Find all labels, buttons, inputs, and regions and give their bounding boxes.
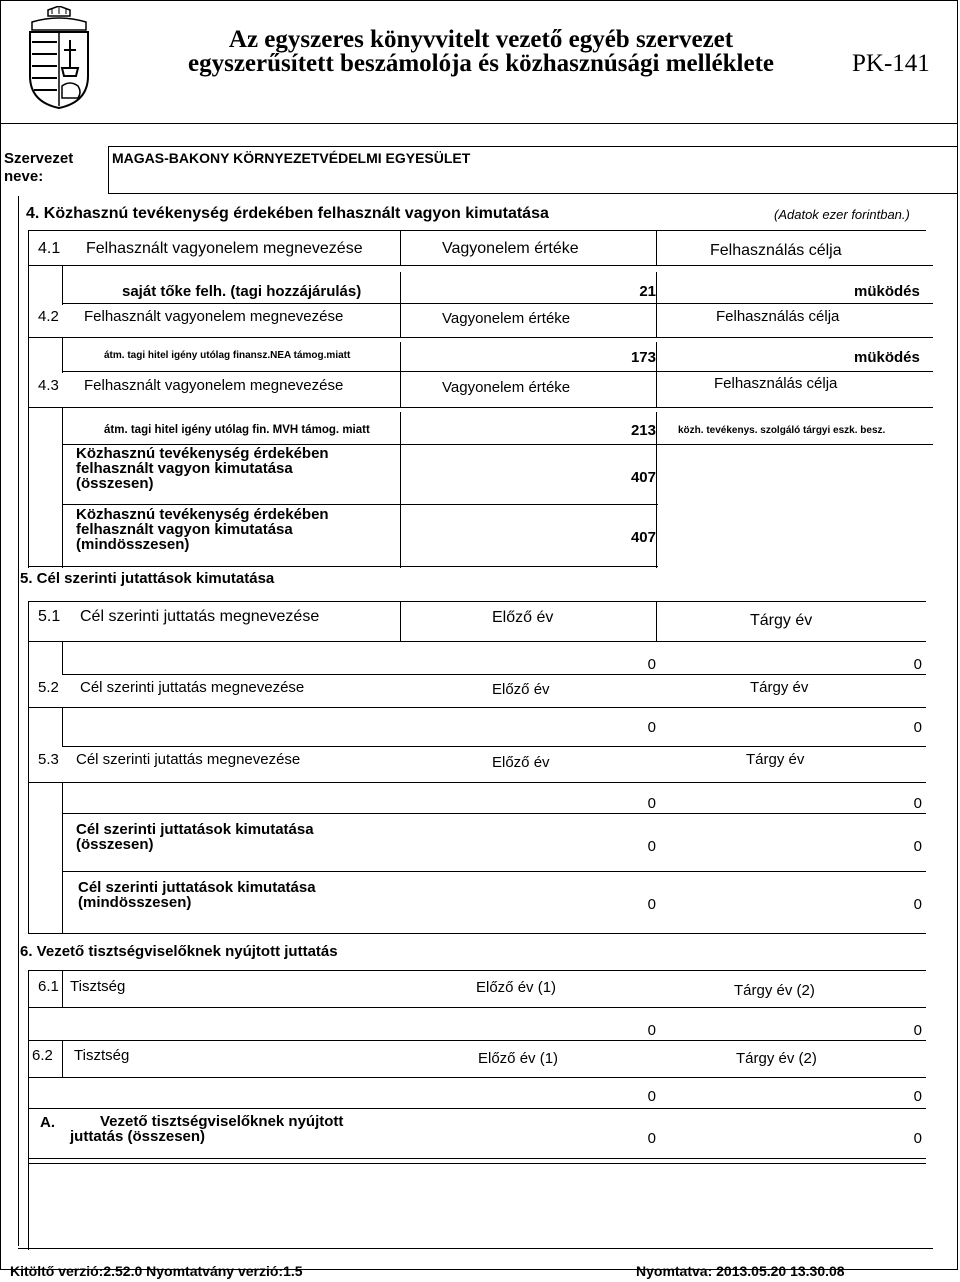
row-5-2-prev-value[interactable]: 0 [647,719,656,736]
section6-title: 6. Vezető tisztségviselőknek nyújtott juttatás [20,943,338,960]
row-5-2-curr-value[interactable]: 0 [913,719,922,736]
row-5-2-prev-label: Előző év [492,681,550,698]
row-5-3-prev-label: Előző év [492,754,550,771]
row-6-1-prev-label: Előző év (1) [476,979,557,996]
row-4-1-purpose[interactable]: müködés [854,283,920,300]
row-4-2-number: 4.2 [38,308,59,325]
row-6-2-prev-value[interactable]: 0 [647,1088,656,1105]
s4-total-label: Közhasznú tevékenység érdekében felhasznált vagyon kimutatása (összesen) [76,445,329,492]
s5-grand-total-label: Cél szerinti juttatások kimutatása (mindösszesen) [78,879,316,911]
row-4-2-name-label: Felhasznált vagyonelem megnevezése [84,308,344,325]
form-title-line2: egyszerűsített beszámolója és közhasznúsági melléklete [188,50,774,77]
row-5-1-curr-value[interactable]: 0 [913,656,922,673]
row-5-3-name-label: Cél szerinti jutattás megnevezése [76,751,301,768]
row-5-1-prev-label: Előző év [492,609,554,626]
row-5-3-curr-value[interactable]: 0 [913,795,922,812]
coat-of-arms-logo [26,6,92,110]
row-4-2-purpose-label: Felhasználás célja [716,308,840,325]
org-name: MAGAS-BAKONY KÖRNYEZETVÉDELMI EGYESÜLET [112,150,471,166]
row-6-1-curr-label: Tárgy év (2) [734,982,815,999]
form-code: PK-141 [852,50,930,77]
row-4-2-purpose[interactable]: müködés [854,349,920,366]
s4-grand-total-label: Közhasznú tevékenység érdekében felhasznált vagyon kimutatása (mindösszesen) [76,506,329,553]
row-4-2-value-label: Vagyonelem értéke [442,310,571,327]
row-4-3-number: 4.3 [38,377,59,394]
row-6-2-curr-value[interactable]: 0 [913,1088,922,1105]
row-6-2-label: Tisztség [74,1047,130,1064]
row-4-2-asset-value[interactable]: 173 [630,349,656,366]
row-5-1-number: 5.1 [38,608,61,625]
row-6-1-curr-value[interactable]: 0 [913,1022,922,1039]
s5-total-label: Cél szerinti juttatások kimutatása (összesen) [76,821,314,853]
row-5-1-curr-label: Tárgy év [750,612,813,629]
section5-title: 5. Cél szerinti jutattások kimutatása [20,570,275,587]
row-4-1-value-label: Vagyonelem értéke [442,240,579,257]
row-4-1-number: 4.1 [38,240,61,257]
s5-grand-total-curr: 0 [913,896,922,913]
row-6-1-prev-value[interactable]: 0 [647,1022,656,1039]
s4-grand-total-value: 407 [630,529,656,546]
row-4-3-value-label: Vagyonelem értéke [442,379,571,396]
row-4-3-purpose[interactable]: közh. tevékenys. szolgáló tárgyi eszk. besz. [678,425,886,436]
row-5-2-number: 5.2 [38,679,59,696]
form-title-line1: Az egyszeres könyvvitelt vezető egyéb szervezet [228,26,734,53]
row-4-1-purpose-label: Felhasználás célja [710,242,842,259]
row-4-2-asset-name[interactable]: átm. tagi hitel igény utólag finansz.NEA támog.miatt [104,350,351,361]
row-6-2-number: 6.2 [32,1047,53,1064]
row-4-1-asset-value[interactable]: 21 [639,283,656,300]
s6-total-number: A. [40,1114,55,1131]
row-6-2-prev-label: Előző év (1) [478,1050,559,1067]
row-5-3-prev-value[interactable]: 0 [647,795,656,812]
row-4-1-name-label: Felhasznált vagyonelem megnevezése [86,240,363,257]
s5-total-prev: 0 [647,838,656,855]
row-5-2-name-label: Cél szerinti juttatás megnevezése [80,679,305,696]
row-6-1-label: Tisztség [70,978,126,995]
row-5-3-curr-label: Tárgy év [746,751,805,768]
s6-total-prev: 0 [647,1130,656,1147]
row-4-3-name-label: Felhasznált vagyonelem megnevezése [84,377,344,394]
row-5-2-curr-label: Tárgy év [750,679,809,696]
unit-note: (Adatok ezer forintban.) [774,207,910,222]
row-6-2-curr-label: Tárgy év (2) [736,1050,817,1067]
org-label: Szervezet neve: [4,150,74,185]
row-4-3-asset-value[interactable]: 213 [630,422,656,439]
footer-printed: Nyomtatva: 2013.05.20 13.30.08 [636,1263,845,1279]
s5-grand-total-prev: 0 [647,896,656,913]
s6-total-curr: 0 [913,1130,922,1147]
row-4-3-purpose-label: Felhasználás célja [714,375,838,392]
footer-version: Kitöltő verzió:2.52.0 Nyomtatvány verzió:1.5 [10,1263,303,1279]
row-4-3-asset-name[interactable]: átm. tagi hitel igény utólag fin. MVH támog. miatt [104,424,370,436]
row-5-1-name-label: Cél szerinti juttatás megnevezése [80,608,320,625]
row-6-1-number: 6.1 [38,978,59,995]
row-5-3-number: 5.3 [38,751,59,768]
row-4-1-asset-name[interactable]: saját tőke felh. (tagi hozzájárulás) [122,283,362,300]
row-5-1-prev-value[interactable]: 0 [647,656,656,673]
s4-total-value: 407 [630,469,656,486]
section4-title: 4. Közhasznú tevékenység érdekében felhasznált vagyon kimutatása [26,205,549,222]
s6-total-label: Vezető tisztségviselőknek nyújtott juttatás (összesen) [70,1113,344,1145]
s5-total-curr: 0 [913,838,922,855]
